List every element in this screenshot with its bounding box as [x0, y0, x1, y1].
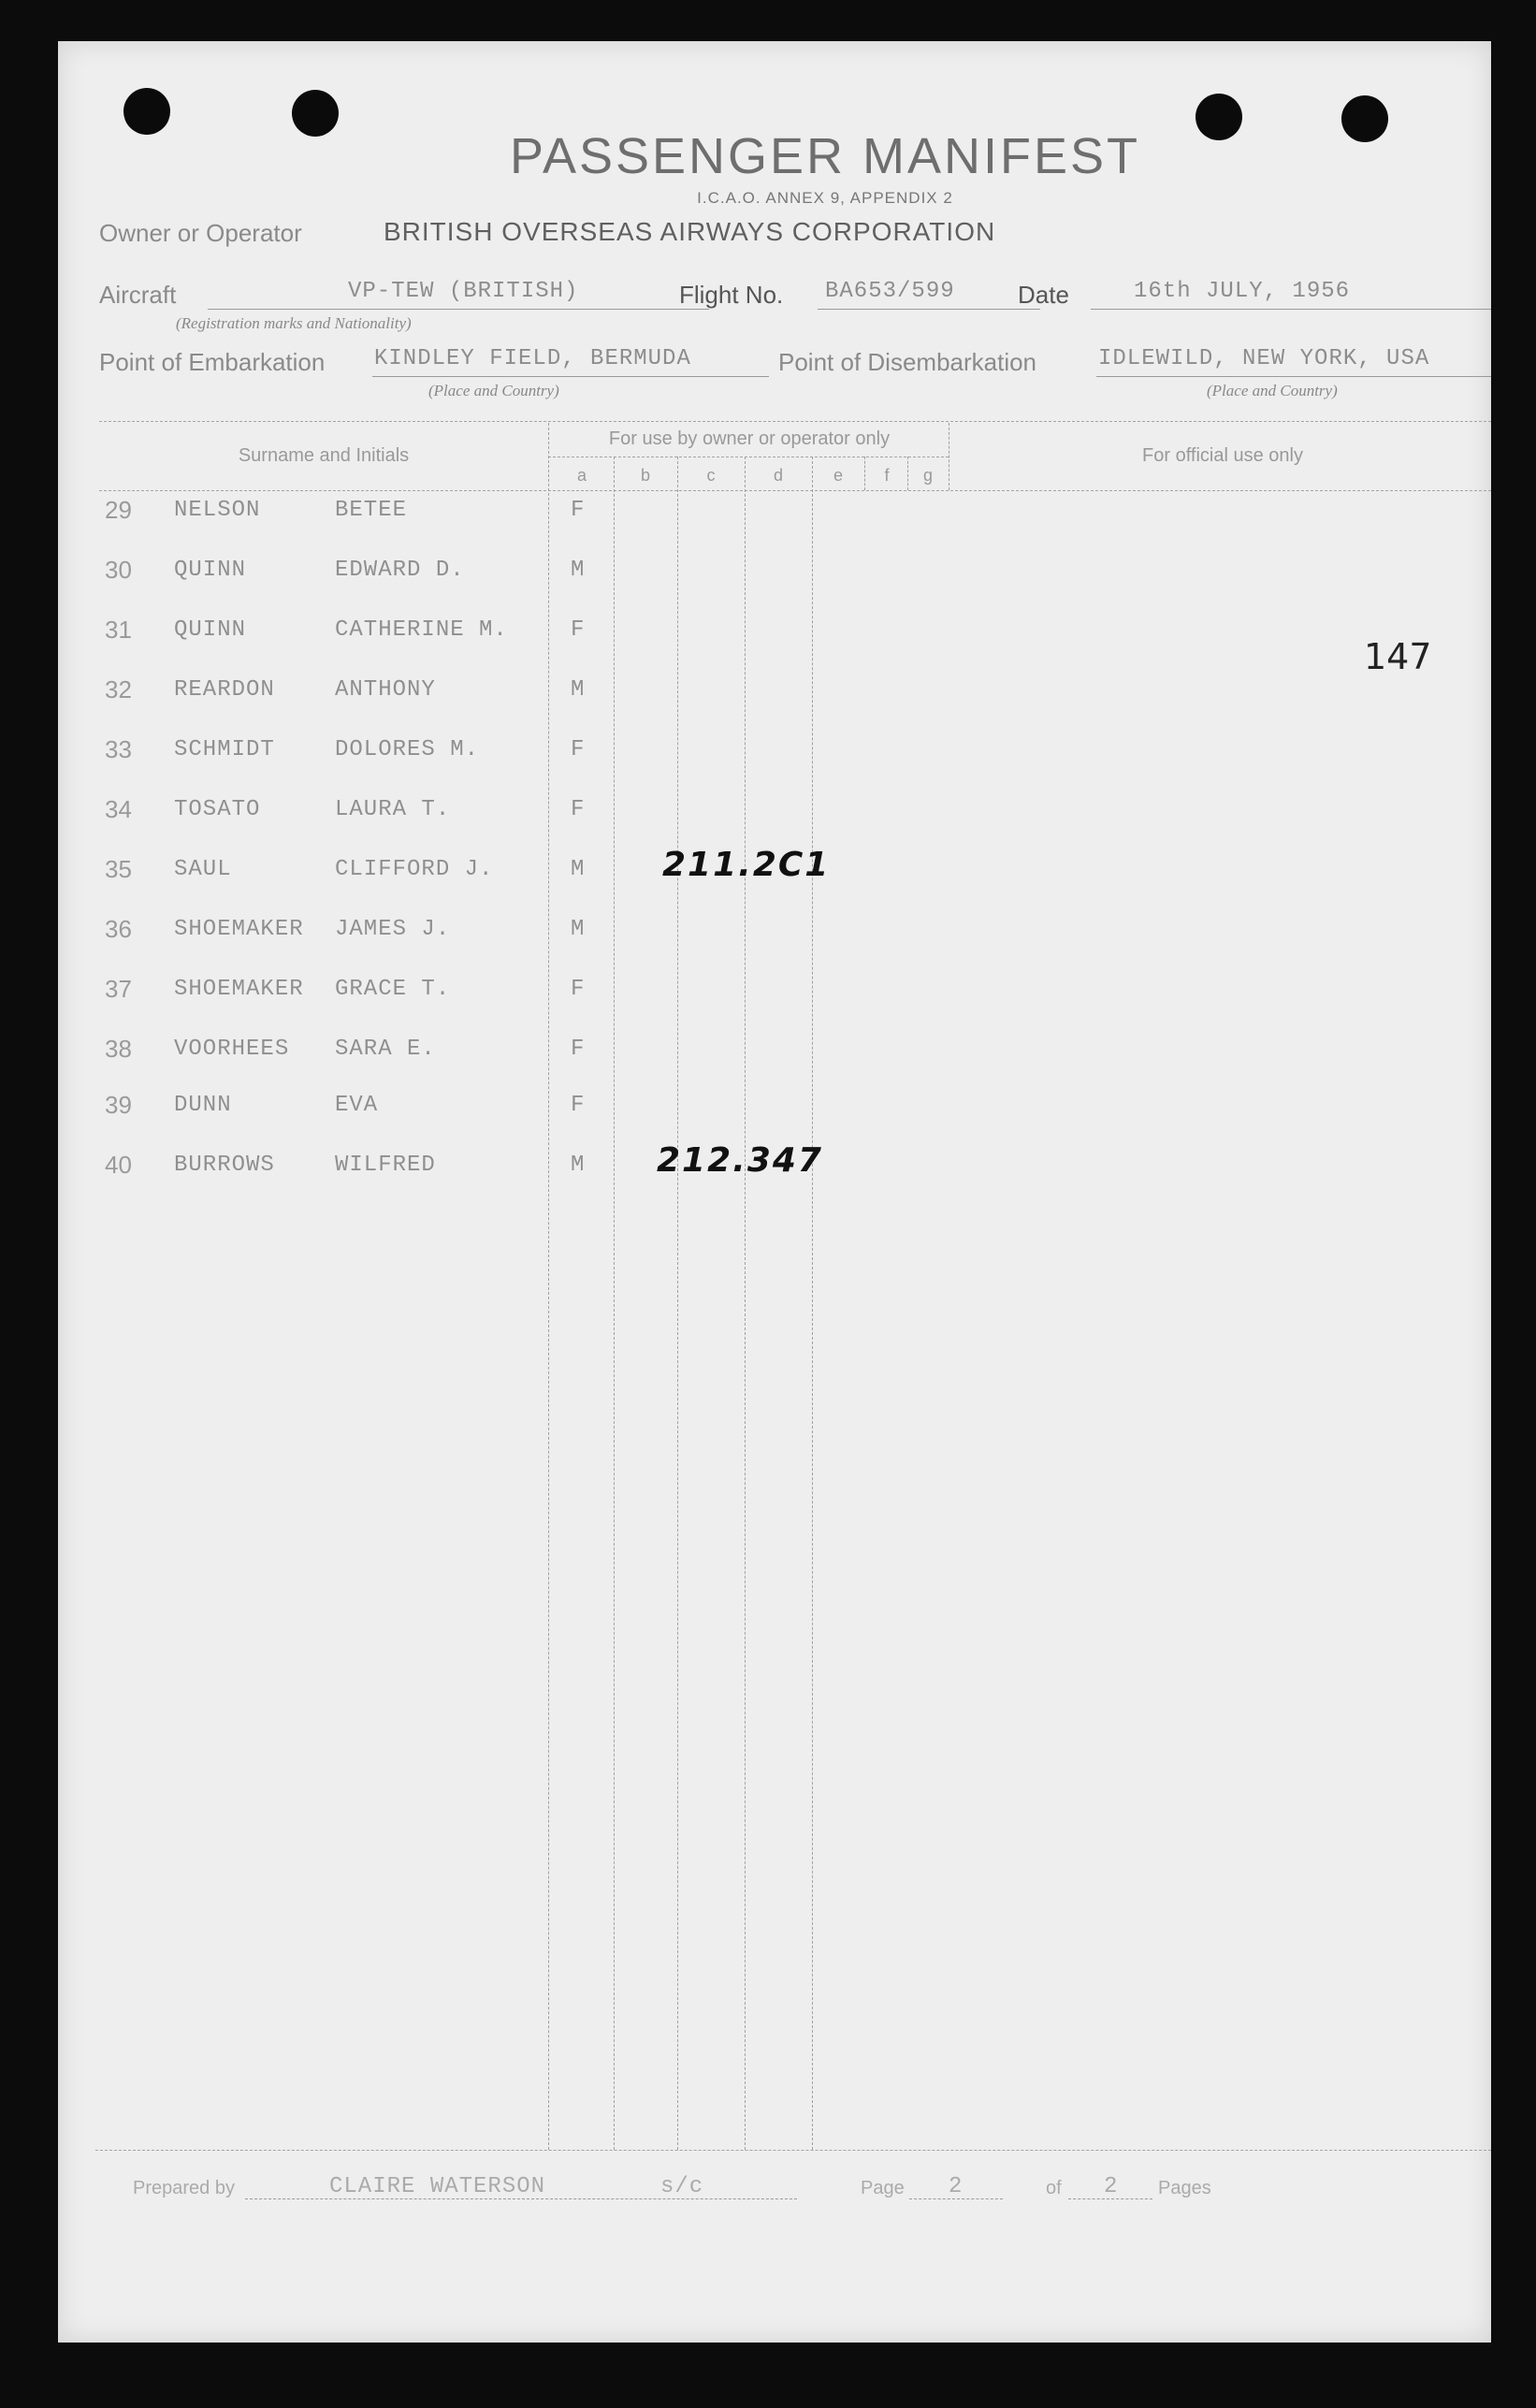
passenger-initials: WILFRED	[335, 1153, 436, 1178]
passenger-sex: M	[571, 677, 586, 703]
punch-hole-icon	[1341, 95, 1388, 142]
row-number: 38	[105, 1035, 132, 1063]
passenger-initials: CLIFFORD J.	[335, 857, 494, 882]
prepared-by-value: CLAIRE WATERSON	[329, 2174, 546, 2199]
passenger-sex: F	[571, 977, 586, 1002]
owner-label: Owner or Operator	[99, 219, 302, 247]
subcol-c: c	[706, 466, 716, 485]
punch-hole-icon	[292, 90, 339, 137]
passenger-initials: GRACE T.	[335, 977, 451, 1002]
row-number: 31	[105, 616, 132, 644]
prepared-by-suffix: s/c	[660, 2174, 704, 2199]
passenger-sex: F	[571, 617, 586, 643]
table-row	[58, 1091, 993, 1128]
table-row	[58, 975, 993, 1012]
of-label: of	[1046, 2178, 1062, 2198]
passenger-initials: BETEE	[335, 498, 408, 523]
passenger-sex: M	[571, 917, 586, 942]
aircraft-value: VP-TEW (BRITISH)	[348, 279, 579, 304]
subcol-e: e	[833, 466, 843, 485]
disembarkation-label: Point of Disembarkation	[778, 348, 1037, 376]
subcol-d: d	[773, 466, 783, 485]
page-number: 2	[949, 2174, 964, 2199]
passenger-initials: JAMES J.	[335, 917, 451, 942]
pages-label: Pages	[1158, 2178, 1211, 2198]
table-row	[58, 735, 993, 773]
passenger-sex: F	[571, 1093, 586, 1118]
passenger-surname: NELSON	[174, 498, 261, 523]
subcol-f: f	[884, 466, 890, 485]
manifest-sheet	[58, 41, 1491, 2343]
row-number: 40	[105, 1151, 132, 1179]
table-row	[58, 675, 993, 713]
passenger-surname: DUNN	[174, 1093, 232, 1118]
date-value: 16th JULY, 1956	[1134, 279, 1351, 304]
passenger-initials: EVA	[335, 1093, 379, 1118]
page-label: Page	[861, 2178, 905, 2198]
embarkation-note: (Place and Country)	[428, 382, 559, 399]
page-title: PASSENGER MANIFEST	[509, 128, 1141, 184]
row-number: 29	[105, 496, 132, 524]
row-number: 35	[105, 855, 132, 883]
date-label: Date	[1018, 281, 1069, 309]
passenger-surname: BURROWS	[174, 1153, 275, 1178]
row-number: 34	[105, 795, 132, 823]
page-total: 2	[1104, 2174, 1119, 2199]
passenger-sex: M	[571, 1153, 586, 1178]
subcol-b: b	[640, 466, 650, 485]
column-header-operator: For use by owner or operator only	[608, 428, 891, 449]
passenger-initials: ANTHONY	[335, 677, 436, 703]
passenger-surname: QUINN	[174, 617, 247, 643]
embarkation-value: KINDLEY FIELD, BERMUDA	[374, 346, 691, 371]
flight-value: BA653/599	[825, 279, 955, 304]
passenger-initials: LAURA T.	[335, 797, 451, 822]
passenger-sex: F	[571, 1037, 586, 1062]
passenger-surname: TOSATO	[174, 797, 261, 822]
page-subtitle: I.C.A.O. ANNEX 9, APPENDIX 2	[697, 189, 953, 207]
official-stamp-number: 147	[1364, 636, 1432, 677]
punch-hole-icon	[123, 88, 170, 135]
embarkation-label: Point of Embarkation	[99, 348, 326, 376]
registration-note: (Registration marks and Nationality)	[176, 314, 412, 332]
subcol-a: a	[576, 466, 587, 485]
prepared-by-label: Prepared by	[133, 2178, 235, 2198]
row-number: 36	[105, 915, 132, 943]
disembarkation-value: IDLEWILD, NEW YORK, USA	[1098, 346, 1430, 371]
passenger-sex: M	[571, 857, 586, 882]
passenger-initials: SARA E.	[335, 1037, 436, 1062]
aircraft-label: Aircraft	[99, 281, 177, 309]
passenger-initials: DOLORES M.	[335, 737, 480, 762]
punch-hole-icon	[1195, 94, 1242, 140]
row-number: 33	[105, 735, 132, 763]
column-header-surname: Surname and Initials	[238, 445, 410, 466]
table-row	[58, 496, 993, 533]
table-row	[58, 616, 993, 653]
table-row	[58, 556, 993, 593]
handwritten-annotation: 211.2C1	[662, 846, 831, 884]
passenger-initials: CATHERINE M.	[335, 617, 508, 643]
passenger-sex: F	[571, 498, 586, 523]
table-row	[58, 846, 993, 892]
table-row	[58, 795, 993, 833]
disembarkation-note: (Place and Country)	[1207, 382, 1338, 399]
handwritten-annotation: 212.347	[657, 1141, 823, 1180]
passenger-sex: M	[571, 558, 586, 583]
passenger-sex: F	[571, 797, 586, 822]
passenger-surname: QUINN	[174, 558, 247, 583]
row-number: 39	[105, 1091, 132, 1119]
owner-value: BRITISH OVERSEAS AIRWAYS CORPORATION	[384, 217, 996, 246]
passenger-surname: SHOEMAKER	[174, 917, 304, 942]
subcol-g: g	[922, 466, 933, 485]
table-row	[58, 1141, 993, 1188]
column-header-official: For official use only	[1142, 445, 1303, 466]
passenger-surname: SHOEMAKER	[174, 977, 304, 1002]
flight-label: Flight No.	[679, 281, 784, 309]
row-number: 30	[105, 556, 132, 584]
table-row	[58, 915, 993, 952]
passenger-surname: VOORHEES	[174, 1037, 290, 1062]
row-number: 32	[105, 675, 132, 704]
passenger-surname: SCHMIDT	[174, 737, 275, 762]
passenger-surname: SAUL	[174, 857, 232, 882]
table-row	[58, 1035, 993, 1072]
row-number: 37	[105, 975, 132, 1003]
passenger-initials: EDWARD D.	[335, 558, 465, 583]
passenger-surname: REARDON	[174, 677, 275, 703]
passenger-sex: F	[571, 737, 586, 762]
